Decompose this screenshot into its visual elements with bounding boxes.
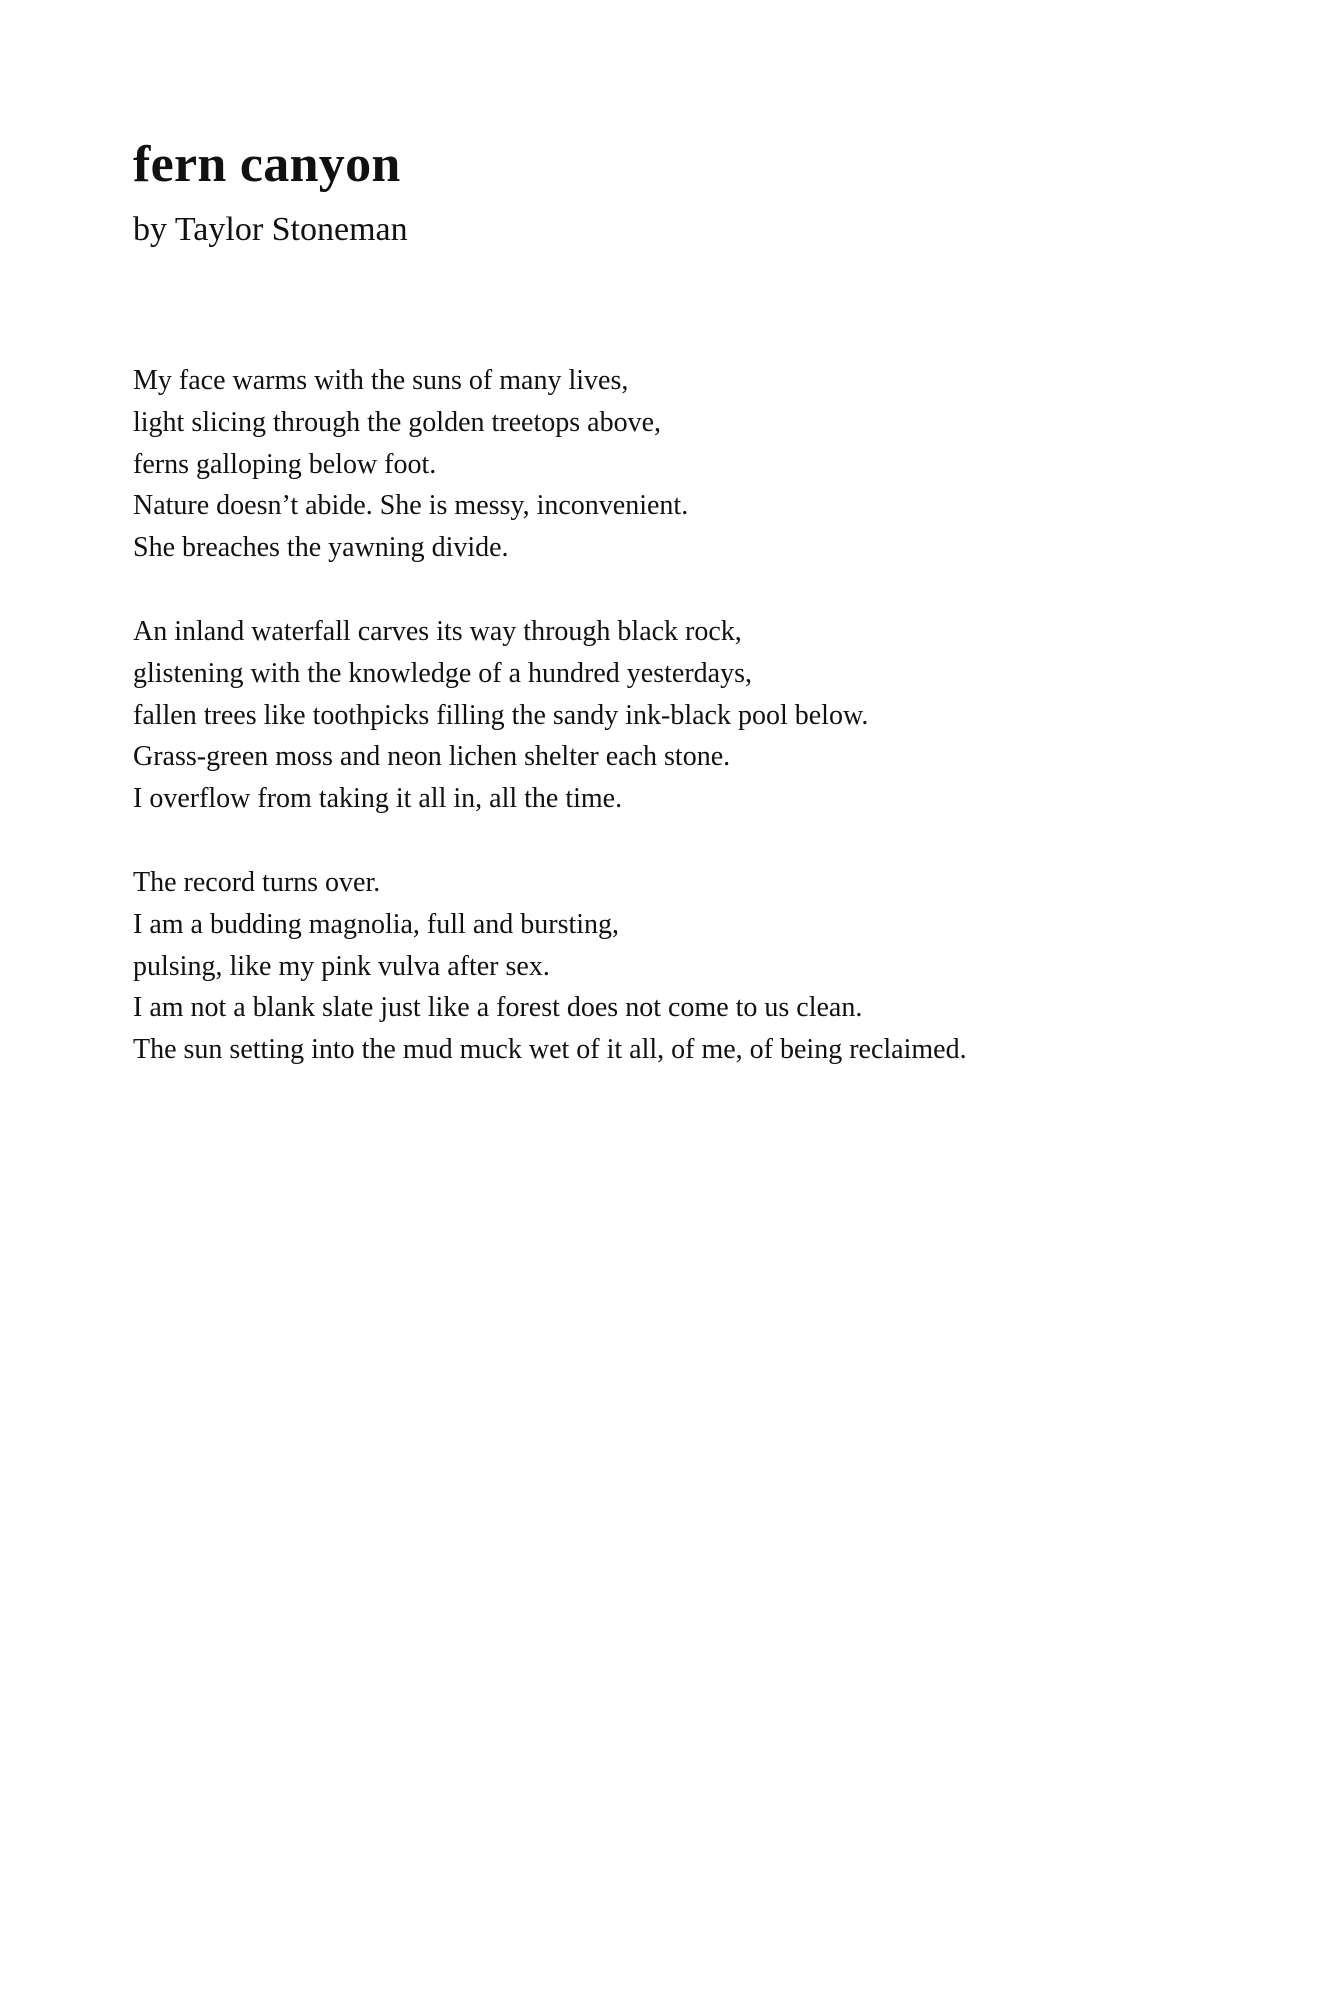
poem-line: I am a budding magnolia, full and bursting, [133, 908, 620, 940]
poem-line: An inland waterfall carves its way through black rock, [133, 615, 742, 647]
poem-line: ferns galloping below foot. [133, 448, 437, 480]
poem-line: glistening with the knowledge of a hundred yesterdays, [133, 657, 752, 689]
poem-line: light slicing through the golden treetops above, [133, 406, 662, 438]
poem-line: Grass-green moss and neon lichen shelter each stone. [133, 741, 731, 773]
poem-line: My face warms with the suns of many lives, [133, 365, 629, 396]
stanza-2 [133, 611, 1233, 820]
poem-line: fallen trees like toothpicks filling the sandy ink-black pool below. [133, 699, 869, 731]
stanza-1 [133, 360, 1233, 569]
poem-byline: by Taylor Stoneman [133, 211, 408, 248]
poem-line: pulsing, like my pink vulva after sex. [133, 950, 550, 982]
stanza-3 [133, 862, 1233, 1071]
poem-line: The sun setting into the mud muck wet of it all, of me, of being reclaimed. [133, 1034, 967, 1066]
poem-body [133, 360, 1233, 1113]
poem-line: I am not a blank slate just like a forest does not come to us clean. [133, 992, 863, 1024]
poem-line: Nature doesn’t abide. She is messy, inconvenient. [133, 490, 689, 522]
poem-title: fern canyon [133, 136, 401, 193]
poem-line: The record turns over. [133, 866, 381, 898]
poem-line: I overflow from taking it all in, all the time. [133, 783, 623, 815]
poem-line: She breaches the yawning divide. [133, 532, 509, 564]
